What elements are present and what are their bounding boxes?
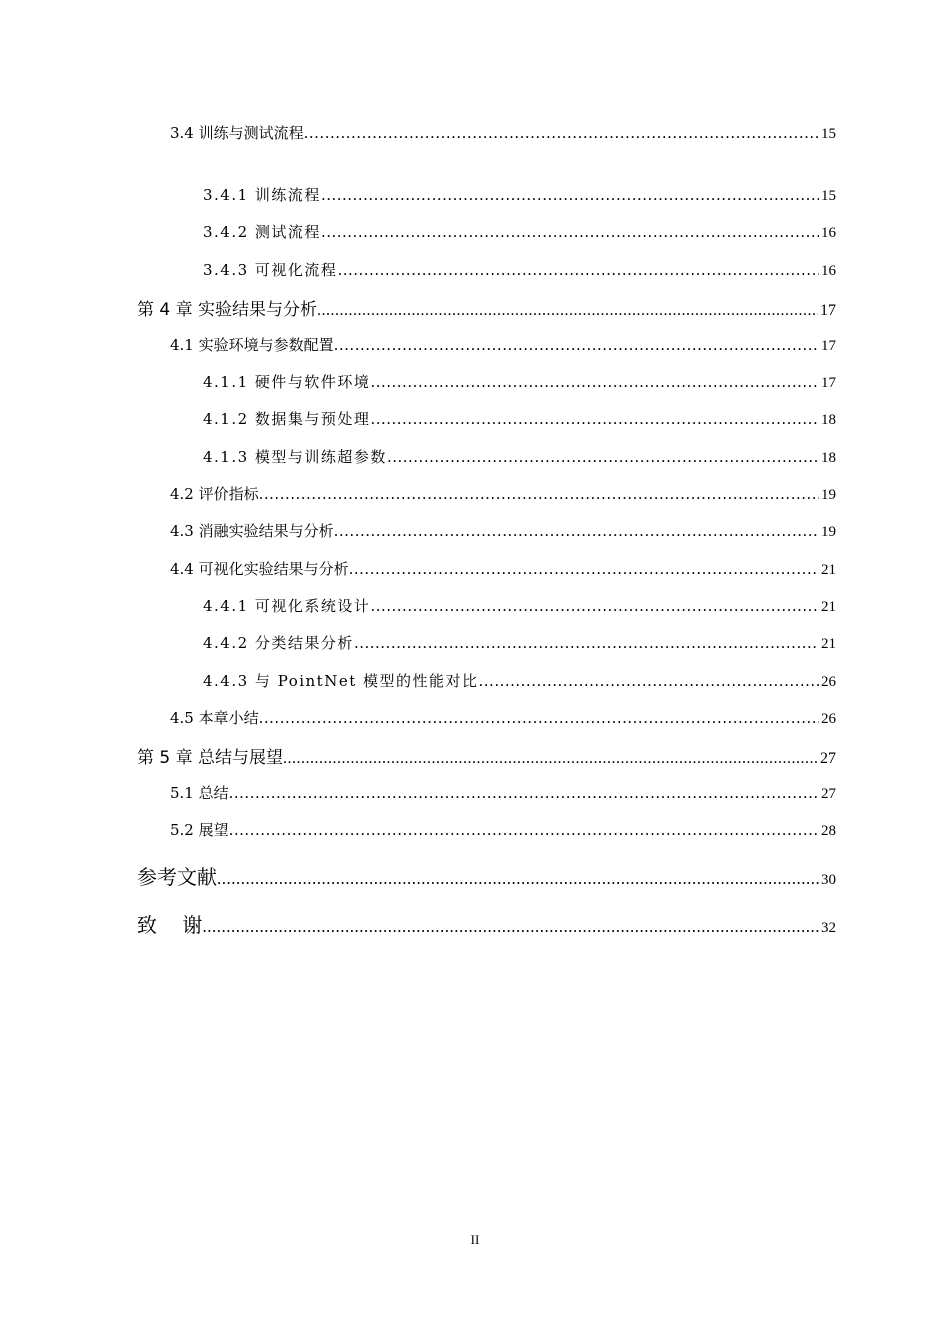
toc-entry-title: 4.5 本章小结 (170, 709, 259, 727)
toc-references-entry[interactable] (137, 861, 836, 890)
toc-entry-page: 15 (821, 188, 836, 204)
toc-entry[interactable] (203, 184, 836, 205)
toc-leader-dots (354, 634, 819, 652)
toc-entry-title: 4.4.1 可视化系统设计 (203, 597, 371, 615)
toc-leader-dots (321, 223, 819, 241)
toc-leader-dots (229, 821, 819, 839)
toc-entry[interactable] (203, 446, 836, 467)
toc-entry-page: 16 (821, 263, 836, 279)
toc-entry-title: 4.4.2 分类结果分析 (203, 634, 354, 652)
toc-entry[interactable] (170, 707, 836, 728)
toc-entry-title: 参考文献 (137, 865, 217, 889)
toc-chapter-entry[interactable] (137, 743, 836, 768)
toc-entry-title: 致 谢 (137, 913, 203, 937)
toc-leader-dots (317, 302, 818, 320)
toc-leader-dots (334, 336, 819, 354)
toc-leader-dots (370, 597, 819, 615)
toc-entry-page: 16 (821, 225, 836, 241)
toc-leader-dots (349, 560, 819, 578)
page-number: II (470, 1232, 480, 1247)
toc-entry-title: 4.4 可视化实验结果与分析 (170, 560, 349, 578)
toc-leader-dots (479, 672, 819, 690)
toc-entry[interactable] (170, 122, 836, 143)
toc-entry-title: 4.2 评价指标 (170, 485, 259, 503)
toc-leader-dots (283, 750, 818, 768)
toc-entry-page: 17 (820, 302, 836, 319)
toc-leader-dots (259, 485, 819, 503)
toc-entry-title: 3.4.2 测试流程 (203, 223, 321, 241)
toc-entry-title: 3.4.3 可视化流程 (203, 261, 338, 279)
toc-entry-page: 26 (821, 674, 836, 690)
toc-entry[interactable] (203, 371, 836, 392)
toc-leader-dots (370, 410, 819, 428)
toc-leader-dots (370, 373, 819, 391)
toc-entry-page: 27 (820, 750, 836, 767)
toc-entry-page: 15 (821, 126, 836, 142)
toc-entry[interactable] (170, 819, 836, 840)
toc-entry-page: 21 (821, 562, 836, 578)
toc-entry[interactable] (203, 632, 836, 653)
toc-entry[interactable] (170, 334, 836, 355)
toc-leader-dots (202, 917, 819, 937)
toc-entry-page: 32 (821, 920, 836, 936)
toc-entry-title: 4.1.3 模型与训练超参数 (203, 448, 387, 466)
toc-entry[interactable] (170, 558, 836, 579)
toc-leader-dots (387, 448, 819, 466)
toc-chapter-entry[interactable] (137, 295, 836, 320)
toc-entry-page: 26 (821, 711, 836, 727)
toc-entry-page: 18 (821, 412, 836, 428)
toc-leader-dots (334, 522, 819, 540)
toc-entry-page: 21 (821, 636, 836, 652)
toc-entry-page: 21 (821, 599, 836, 615)
toc-entry-title: 3.4.1 训练流程 (203, 186, 321, 204)
toc-entry[interactable] (170, 483, 836, 504)
toc-entry-page: 17 (821, 375, 836, 391)
toc-entry-title: 4.1.1 硬件与软件环境 (203, 373, 371, 391)
toc-entry-page: 30 (821, 872, 836, 888)
toc-entry[interactable] (170, 782, 836, 803)
toc-entry-title: 第 4 章 实验结果与分析 (137, 300, 318, 320)
toc-entry[interactable] (203, 221, 836, 242)
toc-entry[interactable] (170, 520, 836, 541)
toc-entry-page: 19 (821, 487, 836, 503)
toc-leader-dots (304, 124, 819, 142)
toc-entry-title: 4.1 实验环境与参数配置 (170, 336, 334, 354)
toc-entry-page: 17 (821, 338, 836, 354)
toc-entry[interactable] (203, 595, 836, 616)
toc-entry[interactable] (203, 670, 836, 691)
toc-entry-title: 4.1.2 数据集与预处理 (203, 410, 371, 428)
toc-acknowledgements-entry[interactable] (137, 909, 836, 938)
toc-entry[interactable] (203, 408, 836, 429)
toc-entry-title: 3.4 训练与测试流程 (170, 124, 304, 142)
toc-entry-page: 19 (821, 524, 836, 540)
toc-leader-dots (229, 784, 819, 802)
toc-leader-dots (217, 869, 819, 889)
toc-entry-title: 5.1 总结 (170, 784, 229, 802)
toc-entry-page: 18 (821, 450, 836, 466)
toc-entry[interactable] (203, 259, 836, 280)
toc-entry-title: 4.4.3 与 PointNet 模型的性能对比 (203, 672, 479, 690)
toc-leader-dots (321, 186, 819, 204)
toc-entry-page: 27 (821, 786, 836, 802)
toc-leader-dots (259, 709, 819, 727)
toc-entry-title: 4.3 消融实验结果与分析 (170, 522, 334, 540)
toc-leader-dots (337, 261, 819, 279)
toc-entry-title: 第 5 章 总结与展望 (137, 748, 284, 768)
toc-entry-title: 5.2 展望 (170, 821, 229, 839)
toc-entry-page: 28 (821, 823, 836, 839)
